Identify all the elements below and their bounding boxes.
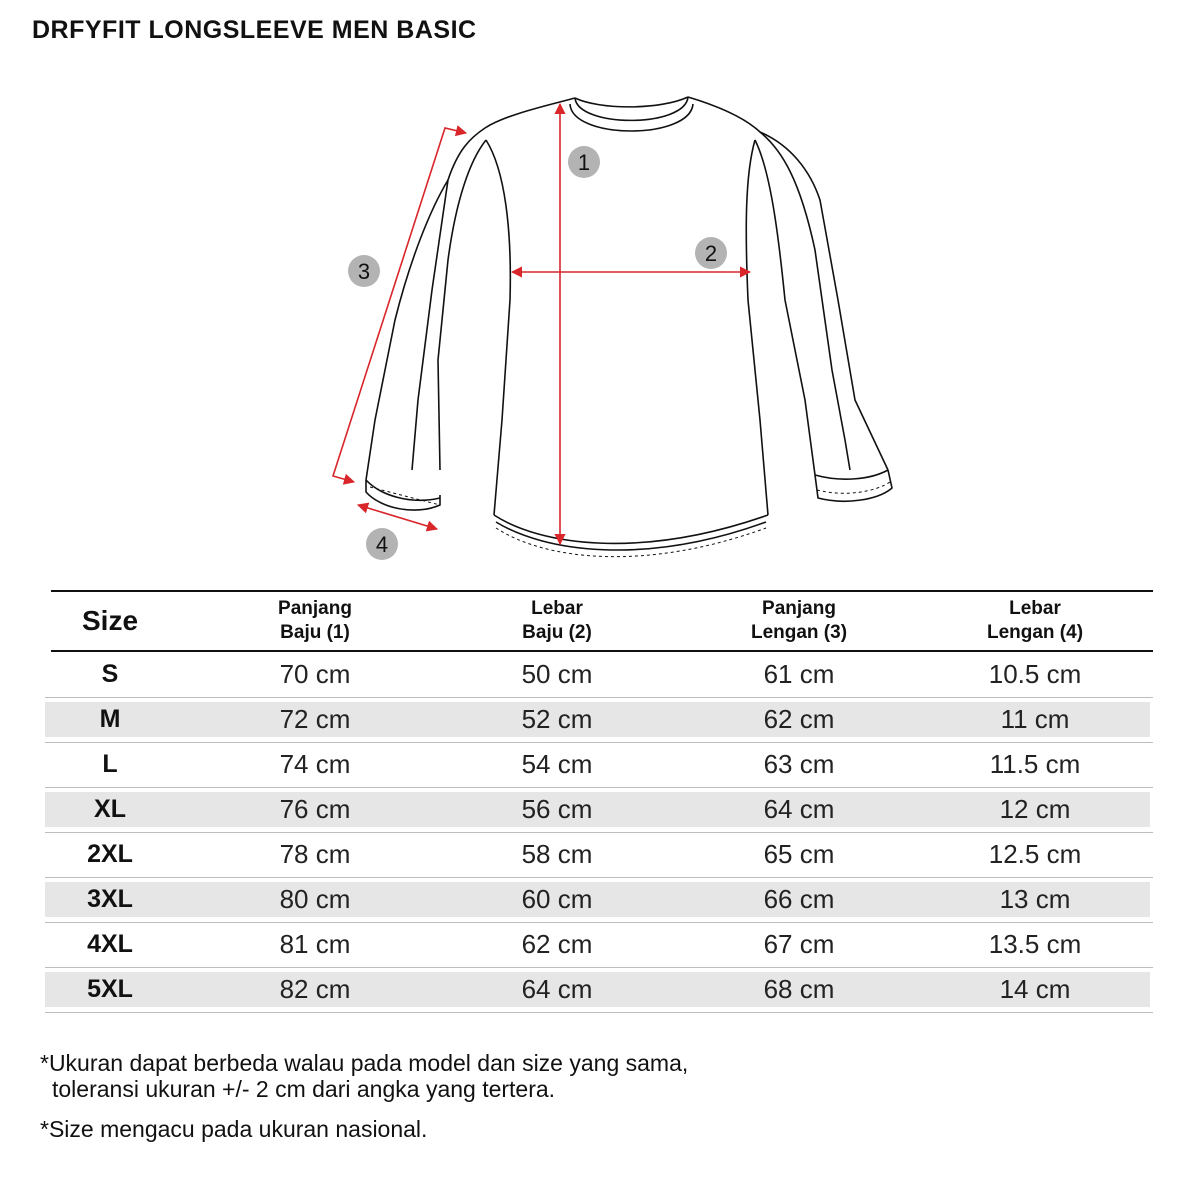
row-panjang-lengan: 66 cm [763,884,835,914]
marker-2 [695,237,727,269]
row-size: L [102,750,118,778]
row-panjang-baju: 74 cm [279,749,351,779]
table-row [45,922,1153,967]
row-lebar-baju: 54 cm [521,749,593,779]
header-lebar-lengan [935,592,1135,650]
row-lebar-baju: 56 cm [521,794,593,824]
row-panjang-baju: 72 cm [279,704,351,734]
marker-1 [568,146,600,178]
shirt-outline [366,97,892,557]
row-size: S [101,660,119,688]
row-lebar-lengan: 13 cm [999,884,1071,914]
row-panjang-lengan: 63 cm [763,749,835,779]
footnotes [40,1050,688,1142]
row-panjang-baju: 80 cm [279,884,351,914]
shirt-diagram [0,0,1200,580]
marker-4 [366,528,398,560]
header-lebar-lengan-line1: Lebar [1009,598,1061,619]
row-lebar-baju: 62 cm [521,929,593,959]
svg-text:3: 3 [357,259,371,284]
note-line-3: *Size mengacu pada ukuran nasional. [40,1116,428,1142]
row-panjang-baju: 81 cm [279,929,351,959]
svg-text:1: 1 [577,150,591,175]
note-line-1: *Ukuran dapat berbeda walau pada model dan size yang sama, [40,1050,689,1076]
table-row [45,697,1153,742]
row-size: M [99,705,121,733]
row-lebar-baju: 58 cm [521,839,593,869]
table-header [45,592,1153,650]
row-lebar-baju: 52 cm [521,704,593,734]
row-panjang-baju: 78 cm [279,839,351,869]
row-size: 4XL [87,930,133,958]
header-panjang-lengan [699,592,899,650]
table-row [45,832,1153,877]
row-lebar-lengan: 11 cm [1000,704,1070,734]
header-panjang-baju-line2: Baju (1) [280,622,350,643]
row-lebar-baju: 50 cm [521,659,593,689]
row-size: 2XL [87,840,133,868]
row-panjang-lengan: 68 cm [763,974,835,1004]
row-lebar-lengan: 12.5 cm [988,839,1082,869]
svg-text:4: 4 [375,532,389,557]
row-panjang-lengan: 64 cm [763,794,835,824]
page-title: DRFYFIT LONGSLEEVE MEN BASIC [32,16,477,44]
row-panjang-lengan: 67 cm [763,929,835,959]
row-size: XL [94,795,126,823]
row-lebar-lengan: 11.5 cm [989,749,1081,779]
table-row [45,967,1153,1012]
table-row [45,877,1153,922]
table-row [45,742,1153,787]
header-lebar-baju [457,592,657,650]
table-row [45,787,1153,832]
row-lebar-lengan: 14 cm [999,974,1071,1004]
table-row [45,652,1153,697]
header-panjang-baju [215,592,415,650]
row-lebar-baju: 64 cm [521,974,593,1004]
svg-text:2: 2 [704,241,718,266]
marker-3 [348,255,380,287]
row-lebar-lengan: 13.5 cm [988,929,1082,959]
row-divider [45,1012,1153,1013]
row-panjang-baju: 82 cm [279,974,351,1004]
measurement-arrows [333,104,750,544]
row-panjang-baju: 70 cm [279,659,351,689]
row-lebar-lengan: 12 cm [999,794,1071,824]
header-panjang-baju-line1: Panjang [278,598,352,619]
header-lebar-lengan-line2: Lengan (4) [986,622,1084,643]
header-panjang-lengan-line1: Panjang [762,598,836,619]
header-size: Size [81,605,139,636]
header-lebar-baju-line2: Baju (2) [522,622,592,643]
note-line-2: toleransi ukuran +/- 2 cm dari angka yang tertera. [52,1076,556,1102]
row-lebar-lengan: 10.5 cm [988,659,1082,689]
row-size: 3XL [87,885,133,913]
row-size: 5XL [87,975,133,1003]
row-panjang-baju: 76 cm [279,794,351,824]
header-panjang-lengan-line2: Lengan (3) [750,622,848,643]
header-lebar-baju-line1: Lebar [531,598,583,619]
row-panjang-lengan: 65 cm [763,839,835,869]
row-panjang-lengan: 61 cm [763,659,835,689]
row-panjang-lengan: 62 cm [763,704,835,734]
row-lebar-baju: 60 cm [521,884,593,914]
